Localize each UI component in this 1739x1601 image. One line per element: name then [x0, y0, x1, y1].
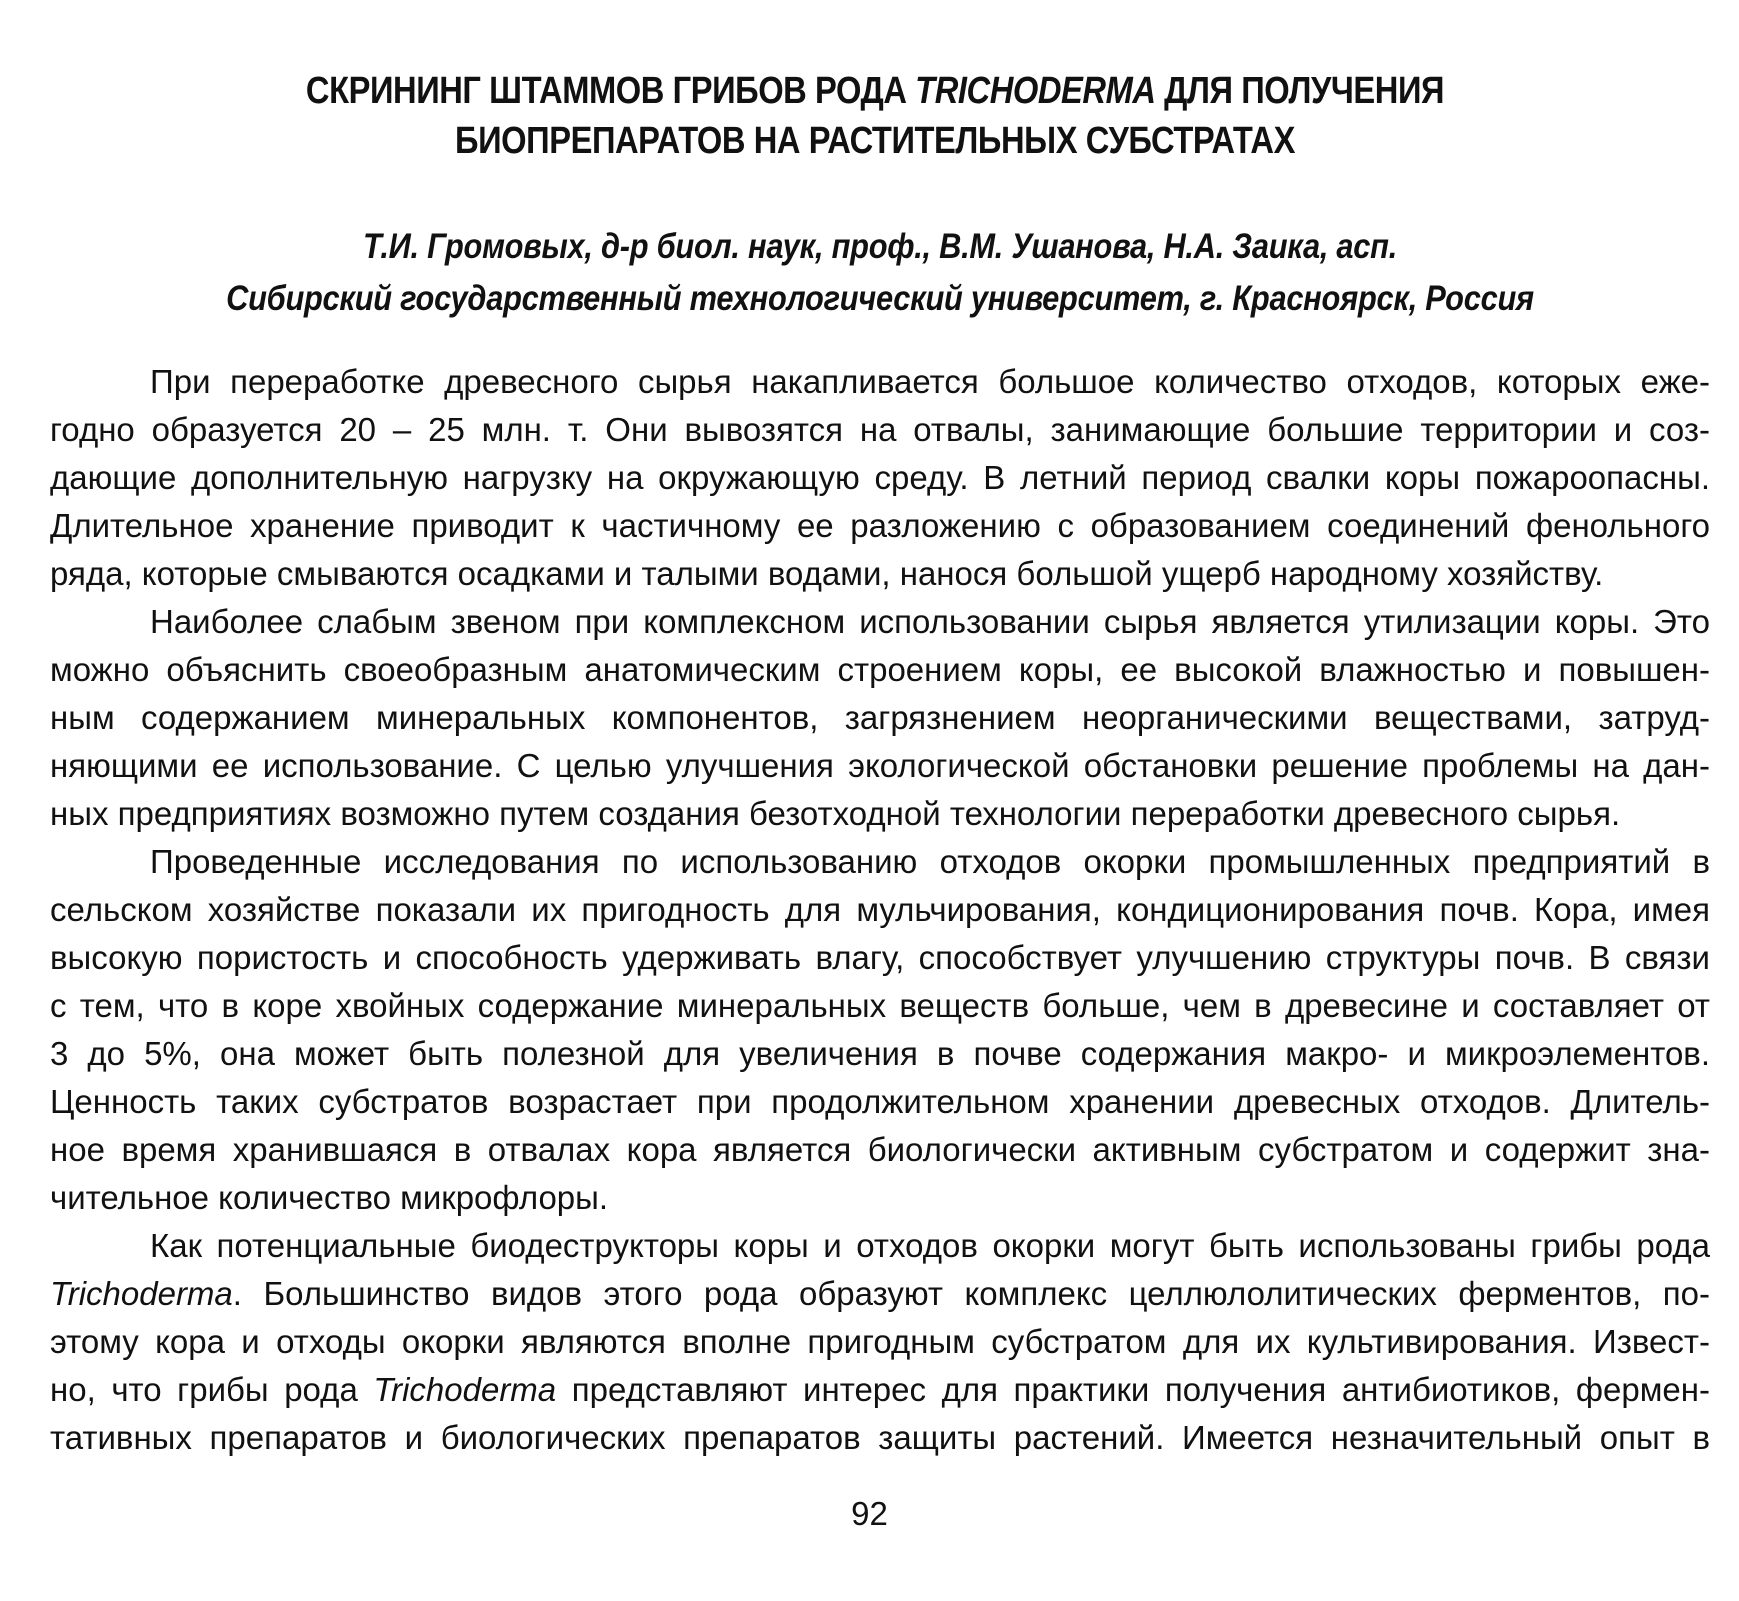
paragraph-4-line: тативных препаратов и биологических препаратов защиты растений. Имеется незначительный опыт в — [50, 1419, 1710, 1456]
paragraph-3-line: высокую пористость и способность удерживать влагу, способствует улучшению структуры почв. В связи — [50, 939, 1710, 976]
paragraph-2-line: ных предприятиях возможно путем создания безотходной технологии переработки древесного сырья. — [50, 795, 1621, 832]
paragraph-2-line: няющими ее использование. С целью улучшения экологической обстановки решение проблемы на дан- — [50, 747, 1710, 784]
paragraph-3-line: сельском хозяйстве показали их пригодность для мульчирования, кондиционирования почв. Кора, имея — [50, 891, 1710, 928]
paragraph-3-line: Ценность таких субстратов возрастает при продолжительном хранении древесных отходов. Длитель- — [50, 1083, 1710, 1120]
paragraph-1-line: При переработке древесного сырья накапливается большое количество отходов, которых еже- — [150, 363, 1710, 400]
paragraph-4-line: Trichoderma. Большинство видов этого рода образуют комплекс целлюлолитических ферментов, по- — [50, 1275, 1710, 1312]
paragraph-1-line: дающие дополнительную нагрузку на окружающую среду. В летний период свалки коры пожароопасны. — [50, 459, 1710, 496]
article-title — [252, 66, 1499, 166]
paragraph-4-line: Как потенциальные биодеструкторы коры и отходов окорки могут быть использованы грибы рода — [150, 1227, 1710, 1264]
author-names: Т.И. Громовых, д-р биол. наук, проф., В.М. Ушанова, Н.А. Заика, асп. — [362, 227, 1397, 266]
paragraph-3-line: чительное количество микрофлоры. — [50, 1179, 609, 1216]
paragraph-2-line: ным содержанием минеральных компонентов, загрязнением неорганическими веществами, затруд- — [50, 699, 1710, 736]
paragraph-1-line: Длительное хранение приводит к частичному ее разложению с образованием соединений фенольного — [50, 507, 1710, 544]
paragraph-4-line: но, что грибы рода Trichoderma представляют интерес для практики получения антибиотиков, фермен- — [50, 1371, 1710, 1408]
title-line-1: СКРИНИНГ ШТАММОВ ГРИБОВ РОДА TRICHODERMA ДЛЯ ПОЛУЧЕНИЯ — [305, 70, 1445, 112]
paragraph-1-line: ряда, которые смываются осадками и талыми водами, нанося большой ущерб народному хозяйству. — [50, 555, 1604, 592]
author-affiliation: Сибирский государственный технологический университет, г. Красноярск, Россия — [226, 279, 1534, 318]
title-genus-name: TRICHODERMA — [915, 70, 1156, 112]
title-line-2: БИОПРЕПАРАТОВ НА РАСТИТЕЛЬНЫХ СУБСТРАТАХ — [455, 120, 1295, 162]
paragraph-3-line: Проведенные исследования по использованию отходов окорки промышленных предприятий в — [150, 843, 1710, 880]
genus-name-italic: Trichoderma — [373, 1371, 557, 1408]
authors-block — [194, 221, 1567, 325]
page-number: 92 — [851, 1495, 888, 1532]
paragraph-2-line: Наиболее слабым звеном при комплексном использовании сырья является утилизации коры. Это — [150, 603, 1710, 640]
article-body — [50, 358, 1710, 1462]
paragraph-1-line: годно образуется 20 – 25 млн. т. Они вывозятся на отвалы, занимающие большие территории и соз- — [50, 411, 1710, 448]
paragraph-3-line: с тем, что в коре хвойных содержание минеральных веществ больше, чем в древесине и составляет от — [50, 987, 1710, 1024]
paragraph-2-line: можно объяснить своеобразным анатомическим строением коры, ее высокой влажностью и повышен- — [50, 651, 1710, 688]
paragraph-4-line: этому кора и отходы окорки являются вполне пригодным субстратом для их культивирования. Извест- — [50, 1323, 1710, 1360]
paragraph-3-line: 3 до 5%, она может быть полезной для увеличения в почве содержания макро- и микроэлементов. — [50, 1035, 1710, 1072]
genus-name-italic: Trichoderma — [50, 1275, 233, 1312]
paragraph-3-line: ное время хранившаяся в отвалах кора является биологически активным субстратом и содержит зна- — [50, 1131, 1710, 1168]
